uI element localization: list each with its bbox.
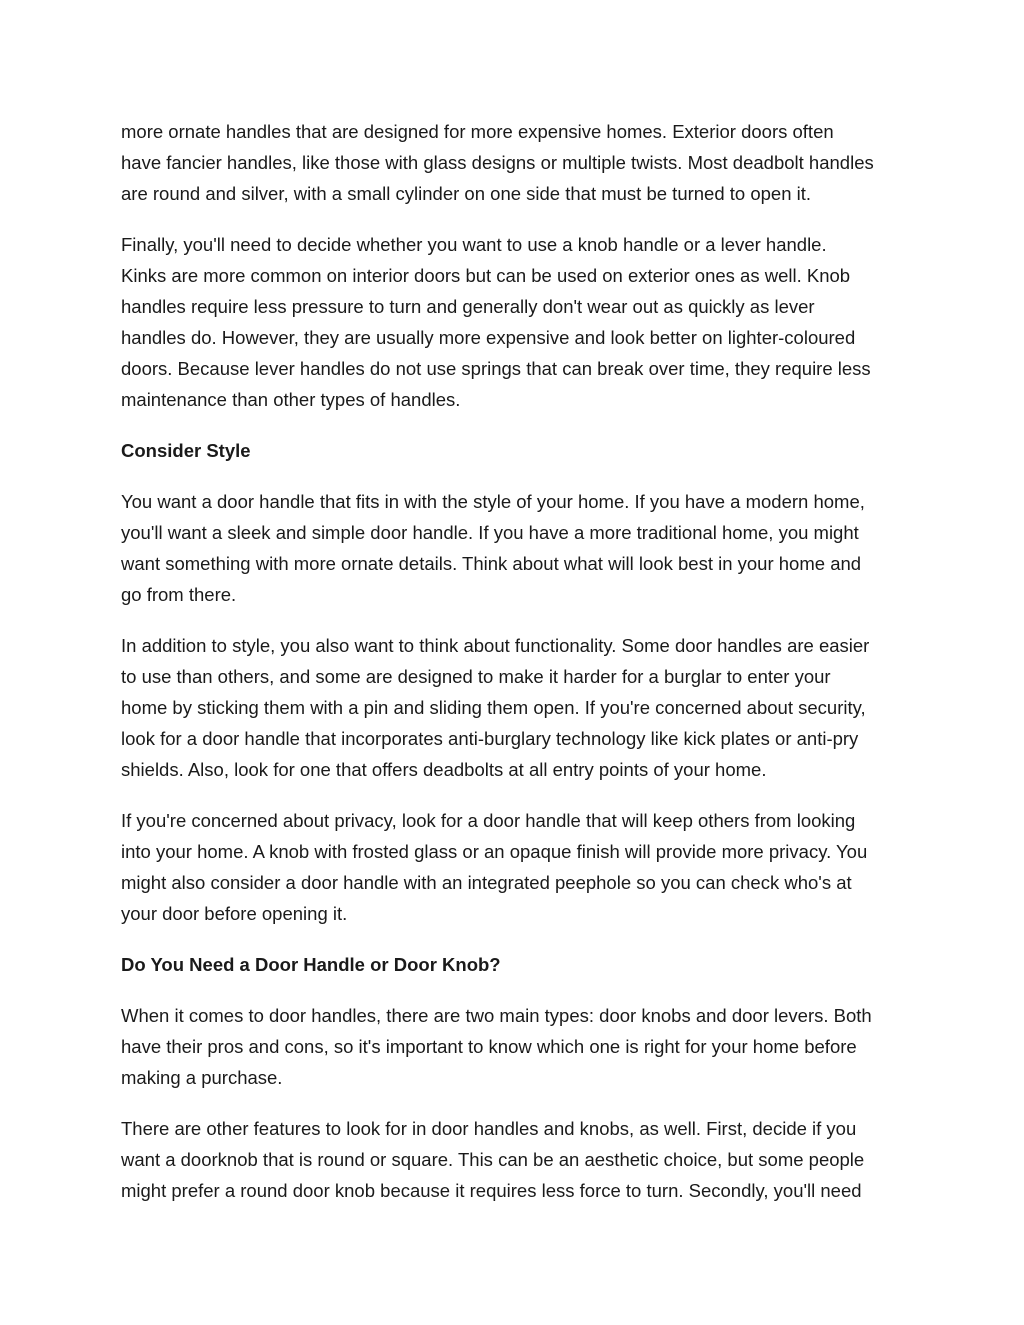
paragraph-other-features: There are other features to look for in door handles and knobs, as well. First, decide if you want a doorknob that is round or square. This can be an aesthetic choice, but some people might prefer a round door knob because it requires less force to turn. Secondly, you'll need [121, 1118, 865, 1201]
paragraph-handle-types: more ornate handles that are designed for more expensive homes. Exterior doors often have fancier handles, like those with glass designs or multiple twists. Most deadbolt handles are round and silver, with a small cylinder on one side that must be turned to open it. [121, 121, 874, 204]
paragraph-style-fit: You want a door handle that fits in with the style of your home. If you have a modern home, you'll want a sleek and simple door handle. If you have a more traditional home, you might want something with more ornate details. Think about what will look best in your home and go from there. [121, 491, 865, 605]
paragraph-knob-vs-lever: Finally, you'll need to decide whether you want to use a knob handle or a lever handle. Kinks are more common on interior doors but can be used on exterior ones as well. Knob handles require less pressure to turn and generally don't wear out as quickly as lever handles do. However, they are usually more expensive and look better on lighter-coloured doors. Because lever handles do not use springs that can break over time, they require less maintenance than other types of handles. [121, 234, 871, 410]
document-page [121, 116, 911, 1226]
paragraph-privacy: If you're concerned about privacy, look for a door handle that will keep others from looking into your home. A knob with frosted glass or an opaque finish will provide more privacy. You might also consider a door handle with an integrated peephole so you can check who's at your door before opening it. [121, 810, 868, 924]
paragraph-two-main-types: When it comes to door handles, there are two main types: door knobs and door levers. Both have their pros and cons, so it's important to know which one is right for your home before making a purchase. [121, 1005, 872, 1088]
paragraph-functionality: In addition to style, you also want to think about functionality. Some door handles are easier to use than others, and some are designed to make it harder for a burglar to enter your home by sticking them with a pin and sliding them open. If you're concerned about security, look for a door handle that incorporates anti-burglary technology like kick plates or anti-pry shields. Also, look for one that offers deadbolts at all entry points of your home. [121, 635, 870, 780]
heading-handle-or-knob: Do You Need a Door Handle or Door Knob? [121, 954, 501, 975]
heading-consider-style: Consider Style [121, 440, 251, 461]
